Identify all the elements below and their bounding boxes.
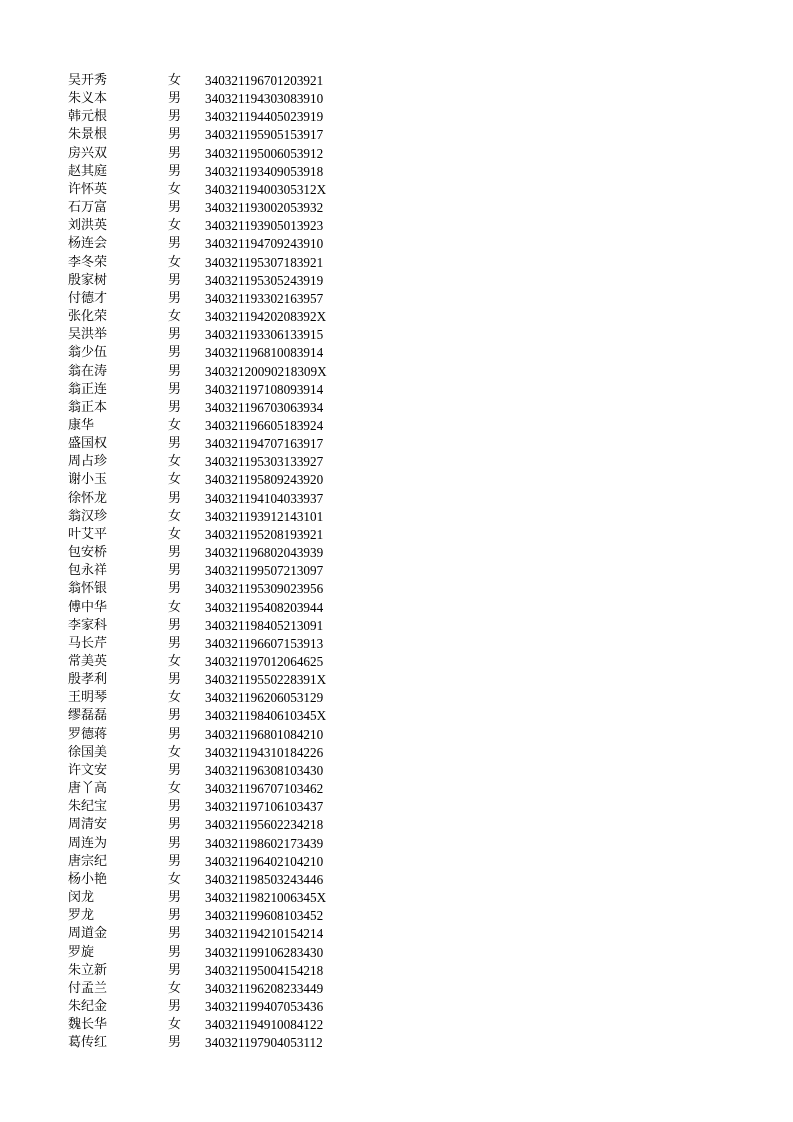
person-name: 朱纪金 — [68, 998, 108, 1014]
person-name: 朱义本 — [68, 91, 108, 107]
gender: 男 — [168, 399, 182, 415]
person-name: 盛国权 — [68, 436, 108, 452]
table-row — [0, 925, 793, 943]
table-row — [0, 944, 793, 962]
person-name: 马长芹 — [68, 635, 108, 651]
person-name: 张化荣 — [68, 309, 108, 325]
gender: 男 — [168, 381, 182, 397]
gender: 女 — [168, 599, 182, 615]
gender: 男 — [168, 762, 182, 778]
id-number: 34032119840610345X — [205, 708, 327, 724]
gender: 女 — [168, 73, 182, 88]
person-name: 翁正本 — [68, 399, 108, 415]
table-row — [0, 108, 793, 126]
id-number: 340321194310184226 — [205, 744, 324, 760]
gender: 女 — [168, 218, 182, 234]
table-row — [0, 217, 793, 235]
id-number: 340321195809243920 — [205, 472, 324, 488]
gender: 男 — [168, 345, 182, 361]
person-name: 许怀英 — [68, 181, 108, 197]
id-number: 340321197108093914 — [205, 381, 324, 397]
table-row — [0, 145, 793, 163]
id-number: 340321195307183921 — [205, 254, 324, 270]
gender: 女 — [168, 309, 182, 325]
table-row — [0, 235, 793, 253]
person-name: 房兴双 — [68, 145, 108, 161]
person-name: 付孟兰 — [68, 980, 108, 996]
id-number: 340321196802043939 — [205, 545, 324, 561]
table-row — [0, 798, 793, 816]
gender: 男 — [168, 672, 182, 688]
gender: 男 — [168, 581, 182, 597]
person-name: 包安桥 — [68, 545, 108, 561]
table-row — [0, 599, 793, 617]
gender: 女 — [168, 781, 182, 797]
id-number: 340321193905013923 — [205, 218, 324, 234]
gender: 男 — [168, 327, 182, 343]
person-name: 常美英 — [68, 654, 108, 669]
gender: 女 — [168, 254, 182, 270]
person-name: 徐国美 — [68, 744, 108, 760]
table-row — [0, 871, 793, 889]
table-row — [0, 272, 793, 290]
person-name: 闵龙 — [68, 890, 95, 906]
gender: 女 — [168, 690, 182, 706]
gender: 男 — [168, 890, 182, 906]
gender: 女 — [168, 454, 182, 470]
person-name: 吴开秀 — [68, 73, 108, 88]
id-number: 340321197904053112 — [205, 1035, 323, 1051]
table-row — [0, 308, 793, 326]
id-number: 340321194707163917 — [205, 436, 324, 452]
id-number: 340321193912143101 — [205, 508, 324, 524]
person-name: 唐宗纪 — [68, 853, 108, 869]
person-name: 谢小玉 — [68, 472, 108, 488]
person-name: 周连为 — [68, 835, 108, 851]
table-row — [0, 290, 793, 308]
id-number: 340321196707103462 — [205, 781, 324, 797]
id-number: 340321194709243910 — [205, 236, 324, 252]
id-number: 34032119550228391X — [205, 672, 327, 688]
gender: 女 — [168, 1017, 182, 1033]
gender: 男 — [168, 91, 182, 107]
gender: 男 — [168, 726, 182, 742]
gender: 男 — [168, 236, 182, 252]
id-number: 340321195208193921 — [205, 526, 324, 542]
person-name: 付德才 — [68, 290, 108, 306]
table-row — [0, 744, 793, 762]
table-row — [0, 853, 793, 871]
person-name: 周占珍 — [68, 454, 108, 470]
person-name: 周清安 — [68, 817, 108, 833]
table-row — [0, 326, 793, 344]
person-name: 唐丫高 — [68, 781, 108, 797]
gender: 女 — [168, 871, 182, 887]
gender: 女 — [168, 417, 182, 433]
person-name: 殷孝利 — [68, 672, 108, 688]
person-name: 翁少伍 — [68, 345, 108, 361]
table-row — [0, 1034, 793, 1052]
id-number: 340321195303133927 — [205, 454, 324, 470]
id-number: 340321195309023956 — [205, 581, 324, 597]
gender: 女 — [168, 744, 182, 760]
id-number: 340321196605183924 — [205, 417, 324, 433]
table-row — [0, 381, 793, 399]
gender: 男 — [168, 363, 182, 379]
person-name: 韩元根 — [68, 109, 108, 125]
id-number: 340321196801084210 — [205, 726, 324, 742]
person-name: 包永祥 — [68, 563, 108, 579]
table-row — [0, 707, 793, 725]
id-number: 340321195905153917 — [205, 127, 324, 143]
gender: 男 — [168, 998, 182, 1014]
id-number: 340321199507213097 — [205, 563, 324, 579]
person-name: 翁怀银 — [68, 581, 108, 597]
id-number: 340321196703063934 — [205, 399, 324, 415]
gender: 男 — [168, 908, 182, 924]
id-number: 340321194910084122 — [205, 1017, 324, 1033]
gender: 男 — [168, 163, 182, 179]
roster-table — [0, 72, 793, 1052]
person-name: 殷家树 — [68, 272, 108, 288]
gender: 女 — [168, 508, 182, 524]
table-row — [0, 163, 793, 181]
table-row — [0, 998, 793, 1016]
person-name: 朱景根 — [68, 127, 108, 143]
table-row — [0, 526, 793, 544]
table-row — [0, 471, 793, 489]
table-row — [0, 907, 793, 925]
table-row — [0, 399, 793, 417]
table-row — [0, 344, 793, 362]
table-row — [0, 635, 793, 653]
id-number: 340321194210154214 — [205, 926, 324, 942]
table-row — [0, 562, 793, 580]
table-row — [0, 653, 793, 671]
gender: 男 — [168, 853, 182, 869]
gender: 女 — [168, 980, 182, 996]
id-number: 340321197106103437 — [205, 799, 324, 815]
id-number: 340321196206053129 — [205, 690, 324, 706]
id-number: 340321198602173439 — [205, 835, 324, 851]
table-row — [0, 490, 793, 508]
person-name: 康华 — [68, 417, 95, 433]
id-number: 340321193409053918 — [205, 163, 324, 179]
id-number: 340321195006053912 — [205, 145, 324, 161]
id-number: 34032119420208392X — [205, 309, 327, 325]
person-name: 李冬荣 — [68, 254, 108, 270]
table-row — [0, 726, 793, 744]
gender: 男 — [168, 835, 182, 851]
id-number: 340321196402104210 — [205, 853, 324, 869]
id-number: 34032119821006345X — [205, 890, 327, 906]
person-name: 翁在涛 — [68, 363, 108, 379]
gender: 男 — [168, 436, 182, 452]
table-row — [0, 617, 793, 635]
person-name: 魏长华 — [68, 1017, 108, 1033]
id-number: 340321194405023919 — [205, 109, 324, 125]
id-number: 34032120090218309X — [205, 363, 327, 379]
person-name: 罗德蒋 — [68, 726, 108, 742]
id-number: 340321195602234218 — [205, 817, 324, 833]
table-row — [0, 453, 793, 471]
id-number: 340321196810083914 — [205, 345, 324, 361]
table-row — [0, 417, 793, 435]
table-row — [0, 671, 793, 689]
id-number: 340321198503243446 — [205, 871, 324, 887]
gender: 男 — [168, 962, 182, 978]
gender: 女 — [168, 526, 182, 542]
table-row — [0, 254, 793, 272]
table-row — [0, 962, 793, 980]
person-name: 吴洪举 — [68, 327, 108, 343]
id-number: 340321196607153913 — [205, 635, 324, 651]
gender: 男 — [168, 944, 182, 960]
person-name: 葛传红 — [68, 1035, 108, 1051]
gender: 女 — [168, 654, 182, 669]
id-number: 340321195004154218 — [205, 962, 324, 978]
id-number: 340321194104033937 — [205, 490, 324, 506]
id-number: 34032119400305312X — [205, 181, 327, 197]
gender: 男 — [168, 563, 182, 579]
id-number: 340321193306133915 — [205, 327, 324, 343]
id-number: 340321199608103452 — [205, 908, 324, 924]
gender: 男 — [168, 272, 182, 288]
person-name: 杨连会 — [68, 236, 108, 252]
person-name: 徐怀龙 — [68, 490, 108, 506]
id-number: 340321196701203921 — [205, 73, 324, 88]
id-number: 340321195305243919 — [205, 272, 324, 288]
gender: 女 — [168, 472, 182, 488]
person-name: 朱立新 — [68, 962, 108, 978]
person-name: 许文安 — [68, 762, 108, 778]
gender: 男 — [168, 145, 182, 161]
id-number: 340321194303083910 — [205, 91, 324, 107]
table-row — [0, 780, 793, 798]
person-name: 缪磊磊 — [68, 708, 108, 724]
person-name: 罗龙 — [68, 908, 95, 924]
gender: 男 — [168, 200, 182, 216]
id-number: 340321197012064625 — [205, 654, 324, 669]
person-name: 翁汉珍 — [68, 508, 108, 524]
gender: 男 — [168, 799, 182, 815]
id-number: 340321199106283430 — [205, 944, 324, 960]
table-row — [0, 1016, 793, 1034]
id-number: 340321199407053436 — [205, 998, 324, 1014]
gender: 男 — [168, 635, 182, 651]
gender: 男 — [168, 617, 182, 633]
gender: 男 — [168, 817, 182, 833]
gender: 男 — [168, 490, 182, 506]
id-number: 340321196208233449 — [205, 980, 324, 996]
table-row — [0, 580, 793, 598]
table-row — [0, 980, 793, 998]
table-row — [0, 835, 793, 853]
gender: 男 — [168, 290, 182, 306]
table-row — [0, 72, 793, 90]
gender: 女 — [168, 181, 182, 197]
id-number: 340321193002053932 — [205, 200, 324, 216]
person-name: 李家科 — [68, 617, 108, 633]
person-name: 石万富 — [68, 200, 108, 216]
gender: 男 — [168, 127, 182, 143]
table-row — [0, 90, 793, 108]
gender: 男 — [168, 926, 182, 942]
table-row — [0, 689, 793, 707]
table-row — [0, 363, 793, 381]
gender: 男 — [168, 109, 182, 125]
table-row — [0, 544, 793, 562]
person-name: 刘洪英 — [68, 218, 108, 234]
person-name: 朱纪宝 — [68, 799, 108, 815]
gender: 男 — [168, 1035, 182, 1051]
person-name: 傅中华 — [68, 599, 108, 615]
person-name: 周道金 — [68, 926, 108, 942]
id-number: 340321198405213091 — [205, 617, 324, 633]
id-number: 340321193302163957 — [205, 290, 324, 306]
person-name: 王明琴 — [68, 690, 108, 706]
table-row — [0, 435, 793, 453]
table-row — [0, 508, 793, 526]
gender: 男 — [168, 708, 182, 724]
table-row — [0, 199, 793, 217]
gender: 男 — [168, 545, 182, 561]
person-name: 赵其庭 — [68, 163, 108, 179]
id-number: 340321196308103430 — [205, 762, 324, 778]
table-row — [0, 126, 793, 144]
person-name: 罗旋 — [68, 944, 95, 960]
person-name: 翁正连 — [68, 381, 108, 397]
table-row — [0, 816, 793, 834]
person-name: 叶艾平 — [68, 526, 108, 542]
id-number: 340321195408203944 — [205, 599, 324, 615]
table-row — [0, 181, 793, 199]
person-name: 杨小艳 — [68, 871, 108, 887]
table-row — [0, 889, 793, 907]
table-row — [0, 762, 793, 780]
